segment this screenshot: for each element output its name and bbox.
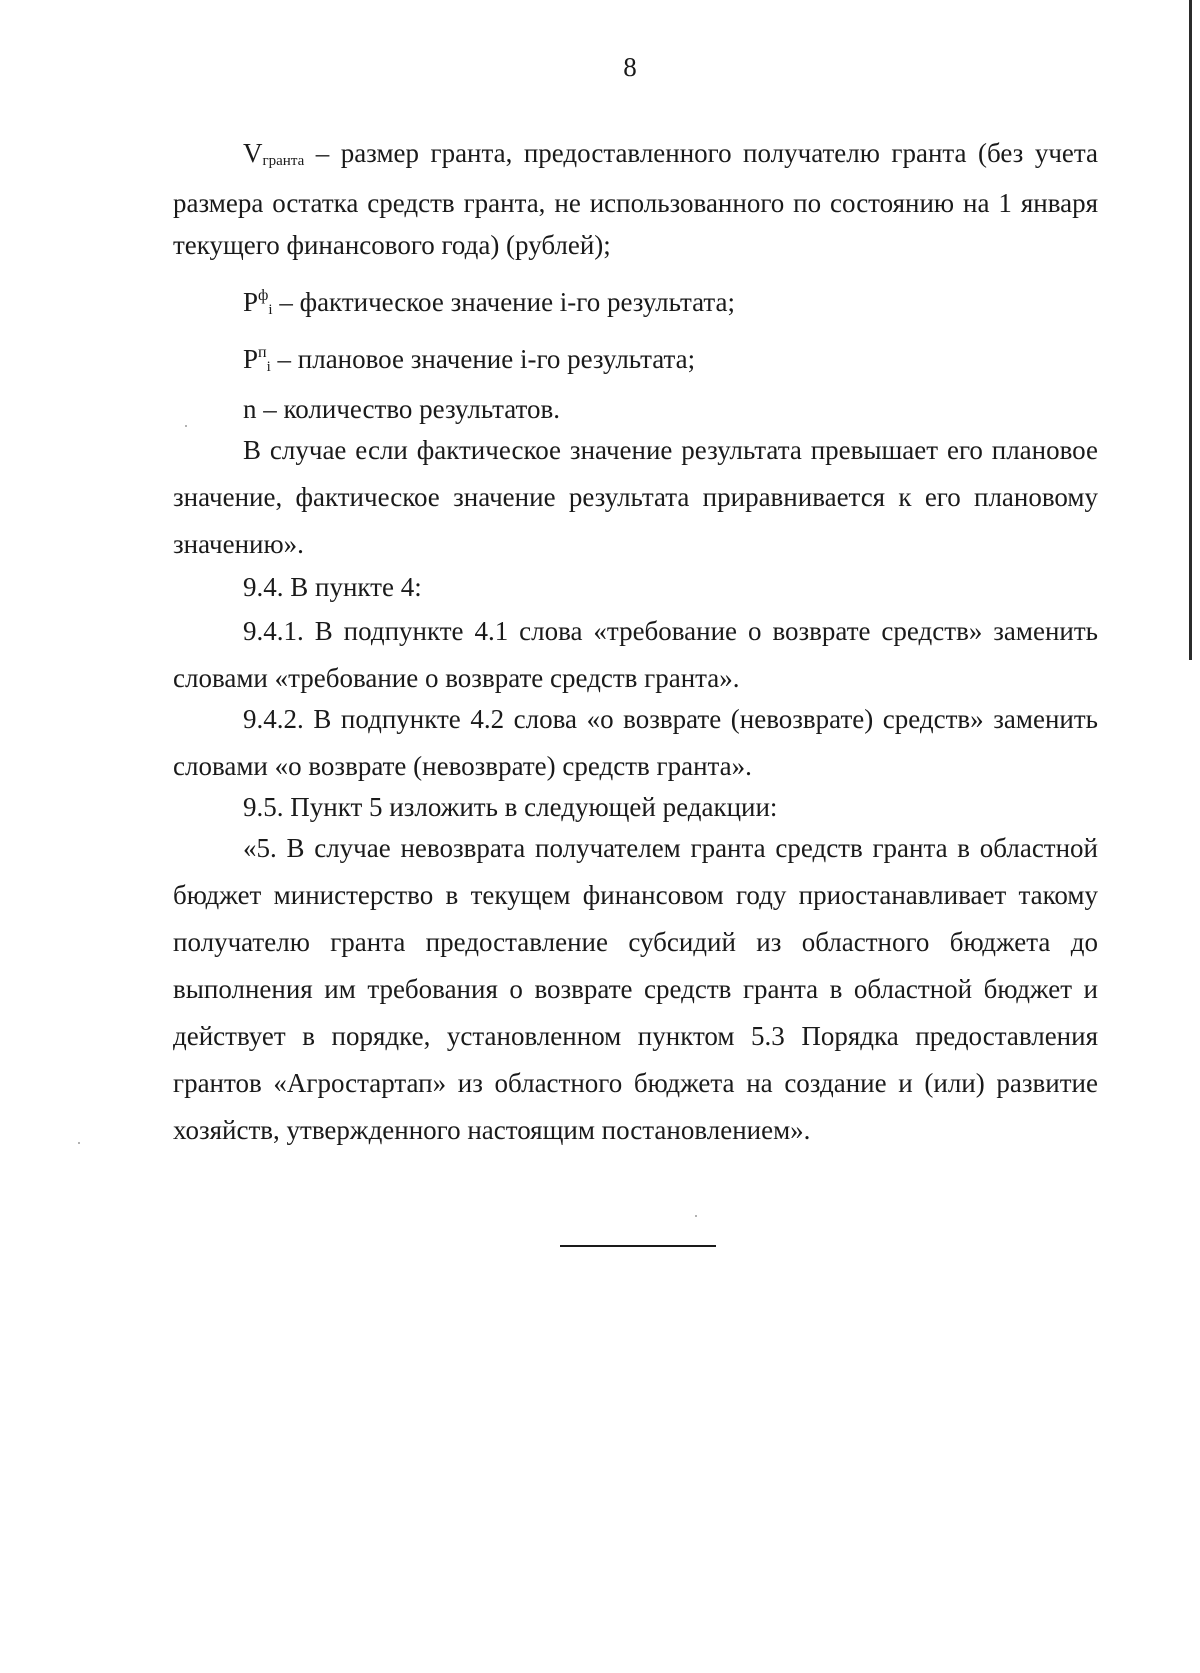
page-number: 8 bbox=[623, 52, 637, 82]
symbol-v: V bbox=[243, 138, 263, 168]
paragraph-9-4-2: 9.4.2. В подпункте 4.2 слова «о возврате (невозврате) средств» заменить словами «о возврате (невозврате) средств гранта». bbox=[173, 704, 1098, 781]
subscript-i-fact: i bbox=[268, 302, 273, 318]
paragraph-p-plan bbox=[173, 329, 1098, 391]
superscript-fact: ф bbox=[258, 287, 269, 304]
end-of-text-rule bbox=[560, 1245, 716, 1247]
paragraph-p-fact bbox=[173, 272, 1098, 334]
scan-speck bbox=[695, 1215, 697, 1217]
document-body bbox=[173, 132, 1098, 1154]
paragraph-9-5: 9.5. Пункт 5 изложить в следующей редакции: bbox=[243, 792, 778, 822]
paragraph-n-count: n – количество результатов. bbox=[243, 394, 560, 424]
paragraph-exceeds: В случае если фактическое значение результата превышает его плановое значение, фактическое значение результата приравнивается к его плановому значению». bbox=[173, 435, 1098, 559]
p-plan-definition: – плановое значение i-го результата; bbox=[270, 344, 696, 374]
paragraph-v-grant bbox=[173, 132, 1098, 266]
scan-edge-line bbox=[1189, 0, 1192, 660]
superscript-plan: п bbox=[258, 344, 267, 361]
subscript-grant: гранта bbox=[262, 153, 305, 169]
subscript-i-plan: i bbox=[266, 359, 271, 375]
v-grant-definition: – размер гранта, предоставленного получателю гранта (без учета размера остатка средств гранта, не использованного по состоянию на 1 января текущего финансового года) (рублей); bbox=[173, 138, 1098, 260]
paragraph-item-5: «5. В случае невозврата получателем гранта средств гранта в областной бюджет министерство в текущем финансовом году приостанавливает такому получателю гранта предоставление субсидий из областного бюджета до выполнения им требования о возврате средств гранта в областной бюджет и действует в порядке, установленном пунктом 5.3 Порядка предоставления грантов «Агростартап» из областного бюджета на создание и (или) развитие хозяйств, утвержденного настоящим постановлением». bbox=[173, 833, 1098, 1145]
paragraph-9-4-1: 9.4.1. В подпункте 4.1 слова «требование о возврате средств» заменить словами «требование о возврате средств гранта». bbox=[173, 616, 1098, 693]
scan-speck bbox=[78, 1142, 80, 1144]
symbol-p-fact: P bbox=[243, 287, 259, 317]
p-fact-definition: – фактическое значение i-го результата; bbox=[272, 287, 735, 317]
symbol-p-plan: P bbox=[243, 344, 259, 374]
paragraph-9-4: 9.4. В пункте 4: bbox=[243, 572, 422, 602]
scan-speck bbox=[185, 425, 187, 427]
